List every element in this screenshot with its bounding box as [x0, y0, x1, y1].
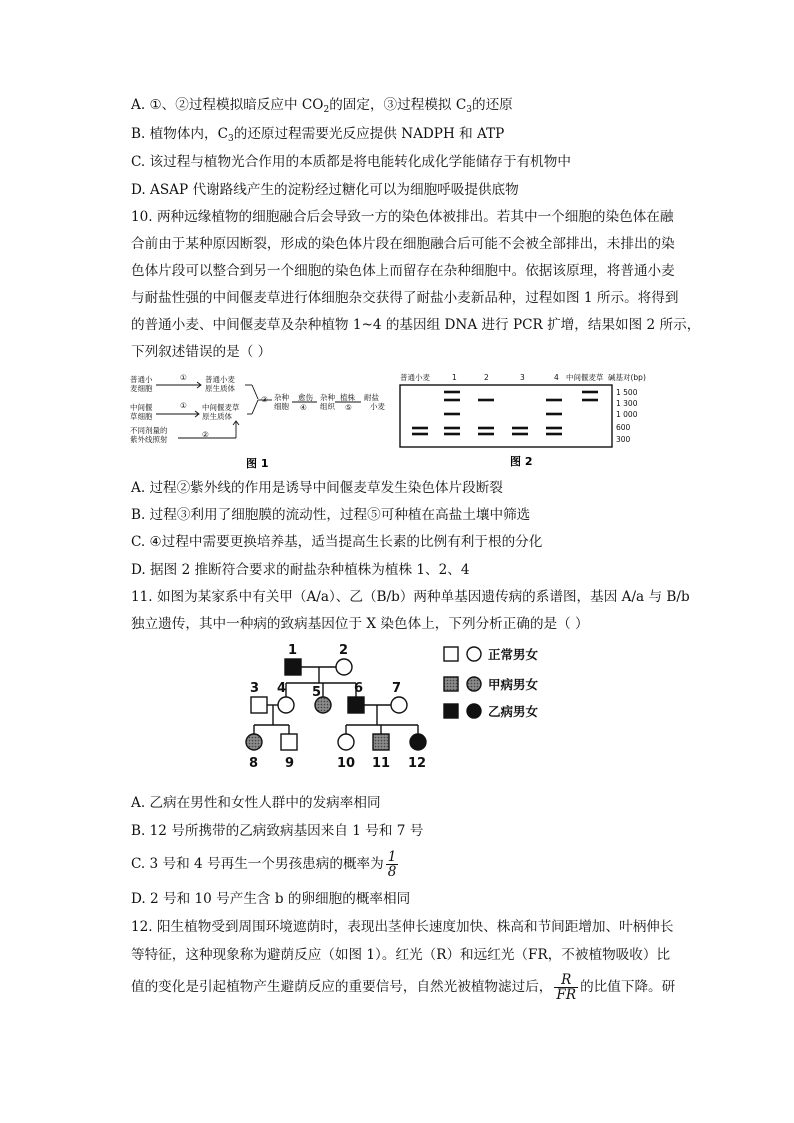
fig1-step-3: ③ [261, 395, 268, 404]
q10-option-d: D. 据图 2 推断符合要求的耐盐杂种植株为植株 1、2、4 [131, 562, 470, 578]
q11-option-b: B. 12 号所携带的乙病致病基因来自 1 号和 7 号 [131, 823, 424, 839]
fig1-hybrid-tissue-label: 杂种 [320, 393, 335, 402]
fig1-step-2: ② [202, 430, 209, 439]
q10-stem-line: 的普通小麦、中间偃麦草及杂种植物 1~4 的基因组 DNA 进行 PCR 扩增，结果如图 2 所示， [131, 317, 701, 333]
pedigree-male-normal [251, 697, 267, 713]
legend-disease-b: 乙病男女 [488, 704, 539, 719]
q11-option-c: C. 3 号和 4 号再生一个男孩患病的概率为 $\frac{1}{8}$ [131, 849, 397, 880]
fig2-lane-label: 1 [452, 373, 457, 382]
pedigree-number: 8 [249, 756, 259, 770]
gel-frame [400, 385, 612, 447]
fig1-wheat-cell-label: 普通小 [130, 375, 153, 384]
q11-option-d: D. 2 号和 10 号产生含 b 的卵细胞的概率相同 [131, 891, 411, 907]
fig1-healing-label: 愈伤 [298, 393, 313, 402]
fig2-size-label: 300 [616, 435, 631, 444]
legend-normal: 正常男女 [488, 647, 539, 662]
fig1-step-1: ① [180, 373, 187, 382]
q12-stem-line: 12. 阳生植物受到周围环境遮荫时，表现出茎伸长速度加快、株高和节间距增加、叶柄伸长 [131, 919, 674, 935]
q10-stem-line: 与耐盐性强的中间偃麦草进行体细胞杂交获得了耐盐小麦新品种，过程如图 1 所示。将得到 [131, 290, 679, 306]
fig1-wheat-protoplast-label: 普通小麦 [205, 375, 235, 384]
q11-pedigree [236, 640, 566, 770]
pedigree-number: 6 [354, 681, 364, 696]
q10-stem-line: 下列叙述错误的是（ ） [131, 344, 272, 360]
pedigree-male-normal [281, 734, 297, 750]
fig1-wheat-protoplast-label: 原生质体 [205, 384, 235, 393]
fig1-salt-wheat-label: 耐盐 [364, 393, 379, 402]
fig1-wheat-cell-label: 麦细胞 [130, 384, 153, 393]
q12-stem-line: 值的变化是引起植物产生避荫反应的重要信号，自然光被植物滤过后， $\frac{R}{FR}$ 的比值下降。研 [131, 972, 676, 1003]
fig1-grass-protoplast-label: 中间偃麦草 [202, 403, 240, 412]
q9-option-a: A. ①、②过程模拟暗反应中 $CO_2$的固定，③过程模拟 $C_3$的还原 [131, 97, 513, 115]
fig1-salt-wheat-label: 小麦 [370, 402, 385, 411]
q10-stem-line: 10. 两种远缘植物的细胞融合后会导致一方的染色体被排出。若其中一个细胞的染色体在融 [131, 209, 674, 225]
fig2-lane-label: 中间偃麦草 [566, 373, 604, 382]
fig1-step-4: ④ [300, 403, 307, 412]
pedigree-number: 2 [339, 643, 349, 658]
pedigree-female-normal [338, 734, 354, 750]
fig1-plant-label: 植株 [340, 393, 355, 402]
fig2-size-label: 1 500 [616, 388, 638, 397]
pedigree-female-normal [336, 659, 352, 675]
fig2-size-label: 600 [616, 423, 631, 432]
pedigree-female-a [246, 734, 262, 750]
pedigree-number: 11 [372, 756, 391, 770]
q10-option-b: B. 过程③利用了细胞膜的流动性，过程⑤可种植在高盐土壤中筛选 [131, 507, 531, 523]
q9-option-c: C. 该过程与植物光合作用的本质都是将电能转化成化学能储存于有机物中 [131, 154, 571, 170]
fig1-hybrid-tissue-label: 组织 [320, 402, 335, 411]
fig2-lane-label: 4 [554, 373, 559, 382]
q10-option-a: A. 过程②紫外线的作用是诱导中间偃麦草发生染色体片段断裂 [131, 480, 503, 496]
fig2-size-label: 1 300 [616, 399, 638, 408]
pedigree-female-normal [391, 697, 407, 713]
pedigree-number: 5 [312, 685, 322, 700]
fig1-uv-label: 紫外线照射 [130, 435, 168, 444]
fig2-unit-label: 碱基对(bp) [608, 373, 646, 382]
fig2-lane-label: 2 [484, 373, 489, 382]
q10-stem-line: 合前由于某种原因断裂，形成的染色体片段在细胞融合后可能不会被全部排出，未排出的染 [131, 236, 675, 252]
fig1-step-5: ⑤ [345, 403, 352, 412]
fig1-uv-label: 不同剂量的 [130, 426, 168, 435]
q10-stem-line: 色体片段可以整合到另一个细胞的染色体上而留存在杂种细胞中。依据该原理，将普通小麦 [131, 263, 675, 279]
fig2-lane-label: 3 [520, 373, 525, 382]
fraction-one-eighth: $\frac{1}{8}$ [387, 849, 397, 880]
pedigree-male-b [285, 659, 301, 675]
q9-option-d: D. ASAP 代谢路线产生的淀粉经过糖化可以为细胞呼吸提供底物 [131, 182, 519, 198]
q11-option-a: A. 乙病在男性和女性人群中的发病率相同 [131, 795, 381, 811]
pedigree-female-b [410, 734, 426, 750]
q11-stem-line: 独立遗传，其中一种病的致病基因位于 X 染色体上，下列分析正确的是（ ） [131, 616, 589, 632]
fig1-hybrid-cell-label: 细胞 [274, 402, 289, 411]
pedigree-number: 10 [337, 756, 356, 770]
q10-figure-2 [398, 370, 698, 472]
fig2-size-label: 1 000 [616, 410, 638, 419]
pedigree-male-b [348, 697, 364, 713]
fraction-r-fr: $\frac{R}{FR}$ [556, 972, 577, 1003]
pedigree-female-normal [278, 697, 294, 713]
q9-option-b: B. 植物体内，$C_3$的还原过程需要光反应提供 NADPH 和 ATP [131, 126, 505, 144]
pedigree-number: 7 [392, 681, 402, 696]
pedigree-number: 3 [250, 681, 260, 696]
fig1-grass-cell-label: 草细胞 [130, 412, 153, 421]
q10-figure-1 [128, 372, 390, 472]
q10-option-c: C. ④过程中需要更换培养基，适当提高生长素的比例有利于根的分化 [131, 534, 543, 550]
fig1-step-1b: ① [180, 401, 187, 410]
q11-stem-line: 11. 如图为某家系中有关甲（A/a）、乙（B/b）两种单基因遗传病的系谱图，基因 A/a 与 B/b [131, 589, 690, 605]
fig2-caption: 图 2 [510, 455, 533, 468]
fig1-caption: 图 1 [246, 457, 269, 470]
fig1-grass-protoplast-label: 原生质体 [202, 412, 232, 421]
gel-bands [412, 392, 598, 434]
pedigree-number: 4 [277, 681, 287, 696]
q12-stem-line: 等特征，这种现象称为避荫反应（如图 1）。红光（R）和远红光（FR，不被植物吸收）比 [131, 947, 671, 963]
pedigree-number: 1 [288, 643, 298, 658]
pedigree-male-a [373, 734, 389, 750]
fig2-lane-label: 普通小麦 [400, 373, 430, 382]
fig1-grass-cell-label: 中间偃 [130, 403, 153, 412]
fig1-hybrid-cell-label: 杂种 [274, 393, 289, 402]
legend-disease-a: 甲病男女 [488, 677, 539, 692]
pedigree-number: 12 [408, 756, 427, 770]
pedigree-number: 9 [285, 756, 295, 770]
